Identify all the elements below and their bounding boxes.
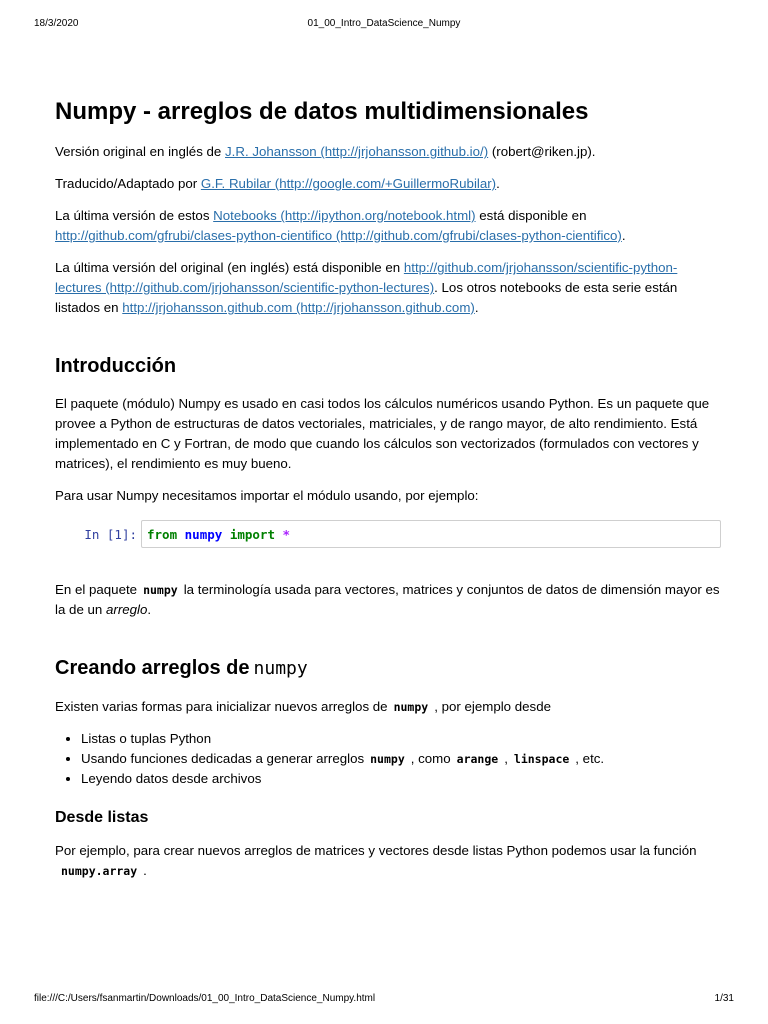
notebook-content [55, 92, 720, 893]
code-module-name: numpy [184, 527, 223, 542]
translated-paragraph: Traducido/Adaptado por G.F. Rubilar (http://google.com/+GuillermoRubilar). [55, 176, 500, 191]
rubilar-link[interactable]: G.F. Rubilar (http://google.com/+GuillermoRubilar) [200, 176, 497, 191]
inline-code-numpy: numpy [370, 752, 405, 766]
inline-code-numpy: numpy [143, 583, 178, 597]
print-date: 18/3/2020 [34, 18, 79, 29]
inline-code-arange: arange [456, 752, 499, 766]
latest-original-paragraph: La última versión del original (en inglés) está disponible en http://github.com/jrjohansson/scientific-python-lectures (http://github.com/jrjohansson/scientific-python-lectures). Los otros notebooks de esta serie están listados en http://jrjohansson.github.com (http://jrjohansson.github.com). [55, 260, 678, 315]
heading-code-numpy: numpy [253, 658, 308, 679]
terminology-paragraph: En el paquete numpy la terminología usada para vectores, matrices y conjuntos de datos de dimensión mayor es la de un arreglo. [55, 582, 720, 617]
list-item: • Leyendo datos desde archivos [81, 769, 720, 789]
inline-code-linspace: linspace [513, 752, 570, 766]
notebooks-link[interactable]: Notebooks (http://ipython.org/notebook.html) [213, 208, 476, 223]
code-keyword-import: import [229, 527, 275, 542]
page-number: 1/31 [714, 993, 734, 1004]
print-header [34, 18, 734, 32]
intro-heading: Introducción [55, 355, 177, 377]
print-title: 01_00_Intro_DataScience_Numpy [307, 18, 461, 29]
creating-heading: Creando arreglos de numpy [55, 657, 308, 679]
inline-code-numpy-array: numpy.array [61, 864, 138, 878]
print-footer [34, 993, 734, 1007]
page-title: Numpy - arreglos de datos multidimensionales [55, 98, 589, 125]
code-cell [55, 520, 720, 550]
latest-version-paragraph: La última versión de estos Notebooks (http://ipython.org/notebook.html) está disponible en http://github.com/gfrubi/clases-python-cientifico (http://github.com/gfrubi/clases-python-cientifico). [55, 208, 626, 243]
original-version-paragraph: Versión original en inglés de J.R. Johansson (http://jrjohansson.github.io/) (robert@riken.jp). [55, 144, 596, 159]
from-lists-paragraph: Por ejemplo, para crear nuevos arreglos de matrices y vectores desde listas Python podemos usar la función numpy.array . [55, 843, 697, 878]
file-path: file:///C:/Users/fsanmartin/Downloads/01_00_Intro_DataScience_Numpy.html [34, 993, 376, 1004]
emphasis-arreglo: arreglo [106, 602, 148, 617]
cell-input[interactable] [141, 520, 721, 548]
intro-paragraph: El paquete (módulo) Numpy es usado en casi todos los cálculos numéricos usando Python. Es un paquete que provee a Python de estructuras de datos vectoriales, matriciales, y de rango mayor, de alto rendimiento. Está implementado en C y Fortran, de modo que cuando los cálculos son vectorizados (formulados con vectores y matrices), el rendimiento es muy bueno. [55, 396, 710, 471]
jrjohansson-site-link[interactable]: http://jrjohansson.github.com (http://jrjohansson.github.com) [122, 300, 475, 315]
cell-prompt: In [1]: [84, 527, 137, 542]
code-star-operator: * [282, 527, 291, 542]
from-lists-heading: Desde listas [55, 809, 149, 826]
creating-paragraph: Existen varias formas para inicializar nuevos arreglos de numpy , por ejemplo desde [55, 699, 551, 714]
code-keyword-from: from [147, 527, 178, 542]
init-methods-list [55, 729, 720, 789]
jrjohansson-repo-link[interactable]: http://github.com/jrjohansson/scientific-python-lectures (http://github.com/jrjohansson/scientific-python-lectures) [55, 260, 678, 295]
gfrubi-repo-link[interactable]: http://github.com/gfrubi/clases-python-cientifico (http://github.com/gfrubi/clases-python-cientifico) [55, 228, 622, 243]
johansson-link[interactable]: J.R. Johansson (http://jrjohansson.github.io/) [225, 144, 489, 159]
inline-code-numpy: numpy [393, 700, 429, 714]
import-paragraph: Para usar Numpy necesitamos importar el módulo usando, por ejemplo: [55, 488, 479, 503]
list-item: • Listas o tuplas Python [81, 729, 720, 749]
list-item: • Usando funciones dedicadas a generar arreglos numpy , como arange , linspace , etc. [81, 749, 720, 769]
